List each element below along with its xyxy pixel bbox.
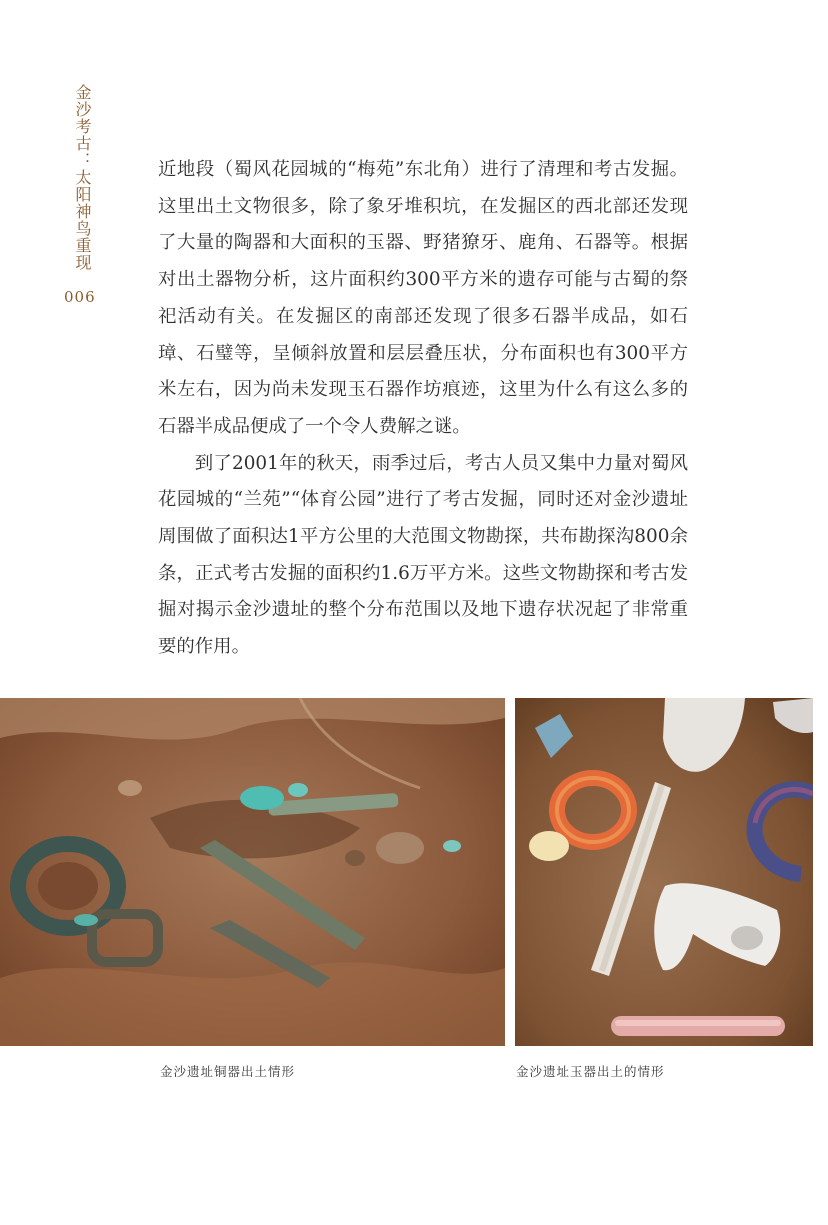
running-title: 金沙考古：太阳神鸟重现 bbox=[73, 84, 92, 271]
bronze-artifacts-image bbox=[0, 698, 505, 1046]
paragraph-2: 到了2001年的秋天，雨季过后，考古人员又集中力量对蜀风花园城的“兰苑”“体育公园”进行了考古发掘，同时还对金沙遗址周围做了面积达1平方公里的大范围文物勘探，共布勘探沟800余条，正式考古发掘的面积约1.6万平方米。这些文物勘探和考古发掘对揭示金沙遗址的整个分布范围以及地下遗存状况起了非常重要的作用。 bbox=[158, 452, 688, 658]
page-number: 006 bbox=[64, 288, 96, 306]
caption-left: 金沙遗址铜器出土情形 bbox=[160, 1064, 296, 1079]
body-text bbox=[158, 152, 688, 666]
jade-artifacts-photo bbox=[515, 698, 813, 1046]
paragraph-1: 近地段（蜀风花园城的“梅苑”东北角）进行了清理和考古发掘。这里出土文物很多，除了象牙堆积坑，在发掘区的西北部还发现了大量的陶器和大面积的玉器、野猪獠牙、鹿角、石器等。根据对出土器物分析，这片面积约300平方米的遗存可能与古蜀的祭祀活动有关。在发掘区的南部还发现了很多石器半成品，如石璋、石璧等，呈倾斜放置和层层叠压状，分布面积也有300平方米左右，因为尚未发现玉石器作坊痕迹，这里为什么有这么多的石器半成品便成了一个令人费解之谜。 bbox=[158, 159, 688, 437]
caption-right: 金沙遗址玉器出土的情形 bbox=[516, 1064, 665, 1079]
bronze-artifacts-photo bbox=[0, 698, 505, 1046]
jade-artifacts-image bbox=[515, 698, 813, 1046]
